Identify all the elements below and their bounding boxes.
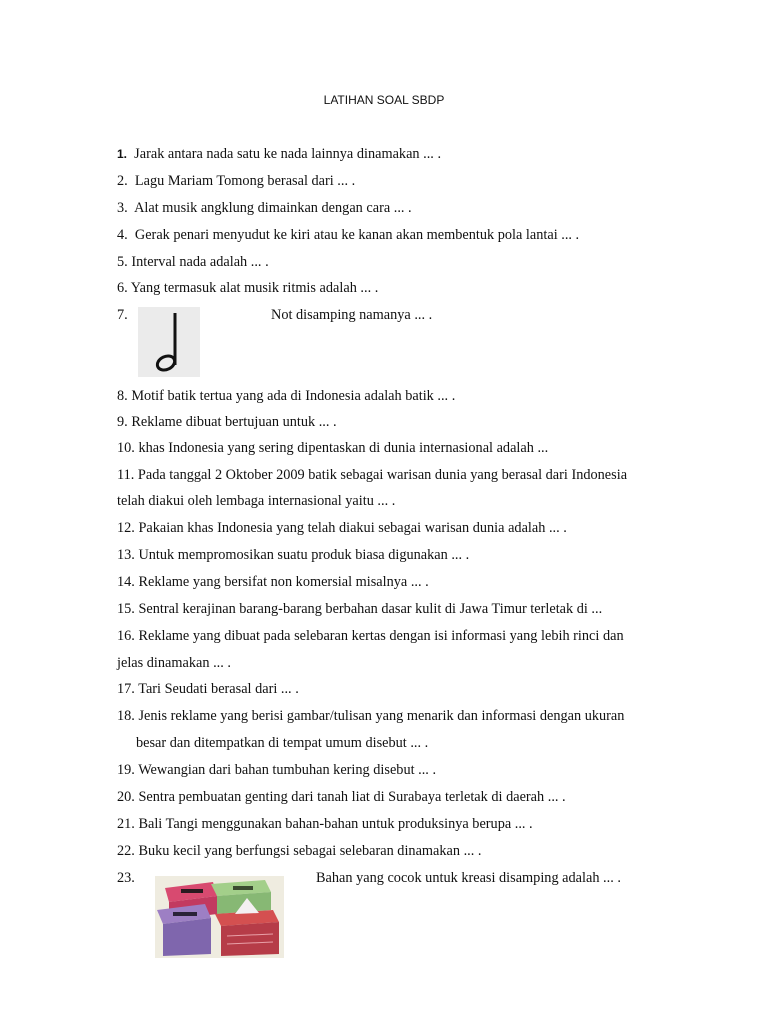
question-number: 13. [117, 547, 135, 563]
question-number: 15. [117, 601, 135, 617]
question-number: 19. [117, 762, 135, 778]
question-12 [117, 520, 567, 537]
question-number: 8. [117, 388, 128, 404]
question-number: 16. [117, 628, 135, 644]
question-text: Lagu Mariam Tomong berasal dari ... . [134, 173, 356, 189]
question-text: Pada tanggal 2 Oktober 2009 batik sebagai warisan dunia yang berasal dari Indonesia [137, 467, 628, 483]
question-text: Bali Tangi menggunakan bahan-bahan untuk produksinya berupa ... . [138, 816, 533, 832]
question-number: 12. [117, 520, 135, 536]
question-6 [117, 280, 378, 297]
question-22 [117, 843, 481, 860]
question-text: Reklame dibuat bertujuan untuk ... . [131, 414, 337, 430]
question-18-continued: besar dan ditempatkan di tempat umum disebut ... . [136, 735, 429, 751]
question-number: 2. [117, 173, 128, 189]
question-text: Untuk mempromosikan suatu produk biasa digunakan ... . [138, 547, 470, 563]
question-number: 1. [117, 147, 128, 161]
question-9 [117, 414, 337, 431]
question-8 [117, 388, 455, 405]
question-17 [117, 681, 299, 698]
question-text: khas Indonesia yang sering dipentaskan di dunia internasional adalah ... [138, 440, 549, 456]
question-text: Yang termasuk alat musik ritmis adalah ... . [130, 280, 379, 296]
question-text: Alat musik angklung dimainkan dengan cara ... . [134, 200, 412, 216]
question-20 [117, 789, 566, 806]
question-21 [117, 816, 533, 833]
question-3 [117, 200, 412, 217]
question-16-continued: jelas dinamakan ... . [117, 655, 231, 671]
question-text: Wewangian dari bahan tumbuhan kering disebut ... . [138, 762, 437, 778]
question-11-continued: telah diakui oleh lembaga internasional yaitu ... . [117, 493, 396, 509]
question-10 [117, 440, 548, 457]
question-text: Tari Seudati berasal dari ... . [138, 681, 299, 697]
question-7-number: 7. [117, 307, 128, 323]
half-note-icon [138, 307, 200, 377]
question-text: Interval nada adalah ... . [131, 254, 269, 270]
question-15 [117, 601, 602, 618]
question-text: Sentral kerajinan barang-barang berbahan dasar kulit di Jawa Timur terletak di ... [138, 601, 603, 617]
question-text: Reklame yang dibuat pada selebaran kertas dengan isi informasi yang lebih rinci dan [138, 628, 624, 644]
tissue-box-craft-image [155, 876, 284, 958]
question-18 [117, 708, 624, 725]
question-text: Jarak antara nada satu ke nada lainnya dinamakan ... . [134, 146, 442, 162]
question-text: Reklame yang bersifat non komersial misalnya ... . [138, 574, 429, 590]
question-number: 20. [117, 789, 135, 805]
question-number: 17. [117, 681, 135, 697]
question-14 [117, 574, 429, 591]
question-number: 14. [117, 574, 135, 590]
question-text: Sentra pembuatan genting dari tanah liat di Surabaya terletak di daerah ... . [138, 789, 566, 805]
question-number: 18. [117, 708, 135, 724]
question-19 [117, 762, 436, 779]
question-4 [117, 227, 579, 244]
question-text: Gerak penari menyudut ke kiri atau ke kanan akan membentuk pola lantai ... . [134, 227, 580, 243]
question-text: Buku kecil yang berfungsi sebagai selebaran dinamakan ... . [138, 843, 482, 859]
question-2 [117, 173, 355, 190]
question-text: Jenis reklame yang berisi gambar/tulisan yang menarik dan informasi dengan ukuran [138, 708, 625, 724]
question-text: Pakaian khas Indonesia yang telah diakui sebagai warisan dunia adalah ... . [138, 520, 567, 536]
question-number: 9. [117, 414, 128, 430]
question-number: 5. [117, 254, 128, 270]
page-title: LATIHAN SOAL SBDP [323, 93, 445, 107]
question-23-text: Bahan yang cocok untuk kreasi disamping adalah ... . [316, 870, 621, 886]
question-number: 11. [117, 467, 135, 483]
question-number: 10. [117, 440, 135, 456]
question-11 [117, 467, 627, 484]
question-13 [117, 547, 469, 564]
question-23-number: 23. [117, 870, 135, 886]
question-number: 21. [117, 816, 135, 832]
question-text: Motif batik tertua yang ada di Indonesia adalah batik ... . [131, 388, 456, 404]
question-number: 4. [117, 227, 128, 243]
question-1 [117, 146, 441, 163]
question-16 [117, 628, 624, 645]
question-number: 6. [117, 280, 128, 296]
question-number: 3. [117, 200, 128, 216]
question-number: 22. [117, 843, 135, 859]
question-5 [117, 254, 269, 271]
question-7-text: Not disamping namanya ... . [271, 307, 433, 323]
